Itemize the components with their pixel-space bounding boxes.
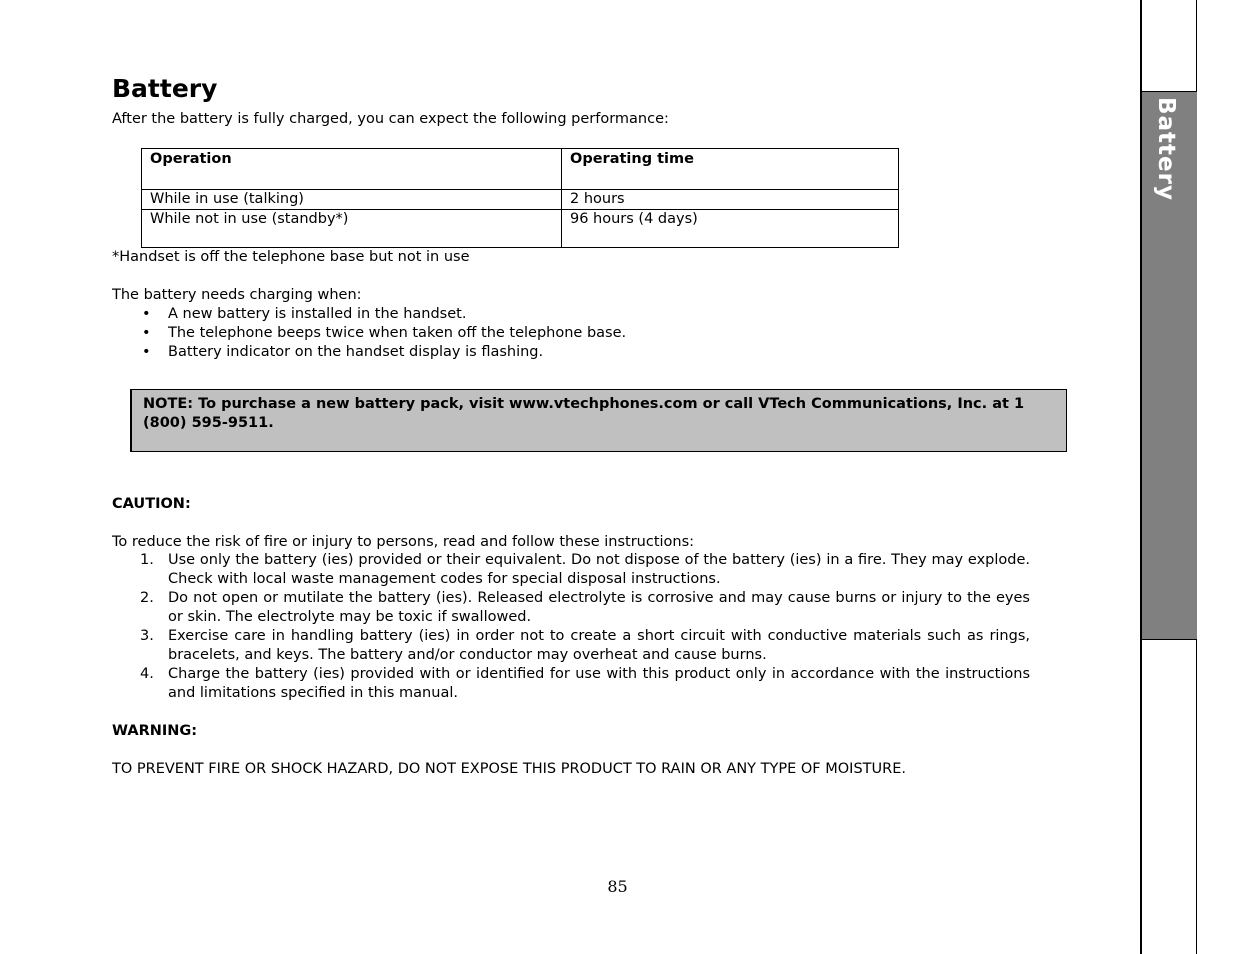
table-cell: 96 hours (4 days) xyxy=(562,210,899,248)
list-item: 2. Do not open or mutilate the battery (ies). Released electrolyte is corrosive and may cause burns or injury to the eyes or skin. The electrolyte may be toxic if swallowed. xyxy=(140,590,1030,625)
table-cell: While not in use (standby*) xyxy=(142,210,562,248)
table-cell: While in use (talking) xyxy=(142,190,562,210)
table-header-row xyxy=(142,149,899,190)
note-box: NOTE: To purchase a new battery pack, visit www.vtechphones.com or call VTech Communications, Inc. at 1 (800) 595-9511. xyxy=(130,389,1067,452)
bullet-icon: • xyxy=(142,344,151,360)
list-item: • A new battery is installed in the handset. xyxy=(142,306,467,322)
caution-heading: CAUTION: xyxy=(112,496,191,512)
list-item: • Battery indicator on the handset display is flashing. xyxy=(142,344,544,360)
list-item: 3. Exercise care in handling battery (ies) in order not to create a short circuit with conductive materials such as rings, bracelets, and keys. The battery and/or conductor may overheat and cause burns. xyxy=(140,628,1030,663)
bullet-icon: • xyxy=(142,306,151,322)
table-row xyxy=(142,210,899,248)
list-item: 4. Charge the battery (ies) provided with or identified for use with this product only in accordance with the instructions and limitations specified in this manual. xyxy=(140,666,1030,701)
table-row xyxy=(142,190,899,210)
table-header-cell: Operating time xyxy=(562,149,899,190)
charging-intro: The battery needs charging when: xyxy=(112,287,362,303)
section-tab-label: Battery xyxy=(1153,97,1179,201)
warning-heading: WARNING: xyxy=(112,723,198,739)
bullet-icon: • xyxy=(142,325,151,341)
charging-list xyxy=(140,305,626,362)
caution-list xyxy=(140,551,1030,703)
footnote: *Handset is off the telephone base but not in use xyxy=(112,249,470,265)
table-header-cell: Operation xyxy=(142,149,562,190)
page-title: Battery xyxy=(112,74,218,103)
table-cell: 2 hours xyxy=(562,190,899,210)
list-item: 1. Use only the battery (ies) provided or their equivalent. Do not dispose of the battery (ies) in a fire. They may explode. Check with local waste management codes for special disposal instructions. xyxy=(140,552,1030,587)
warning-text: TO PREVENT FIRE OR SHOCK HAZARD, DO NOT EXPOSE THIS PRODUCT TO RAIN OR ANY TYPE OF MOISTURE. xyxy=(112,761,906,777)
list-item: • The telephone beeps twice when taken off the telephone base. xyxy=(142,325,627,341)
page-number: 85 xyxy=(607,877,628,896)
intro-text: After the battery is fully charged, you can expect the following performance: xyxy=(112,111,669,127)
performance-table xyxy=(141,148,899,248)
caution-intro: To reduce the risk of fire or injury to persons, read and follow these instructions: xyxy=(112,534,695,550)
